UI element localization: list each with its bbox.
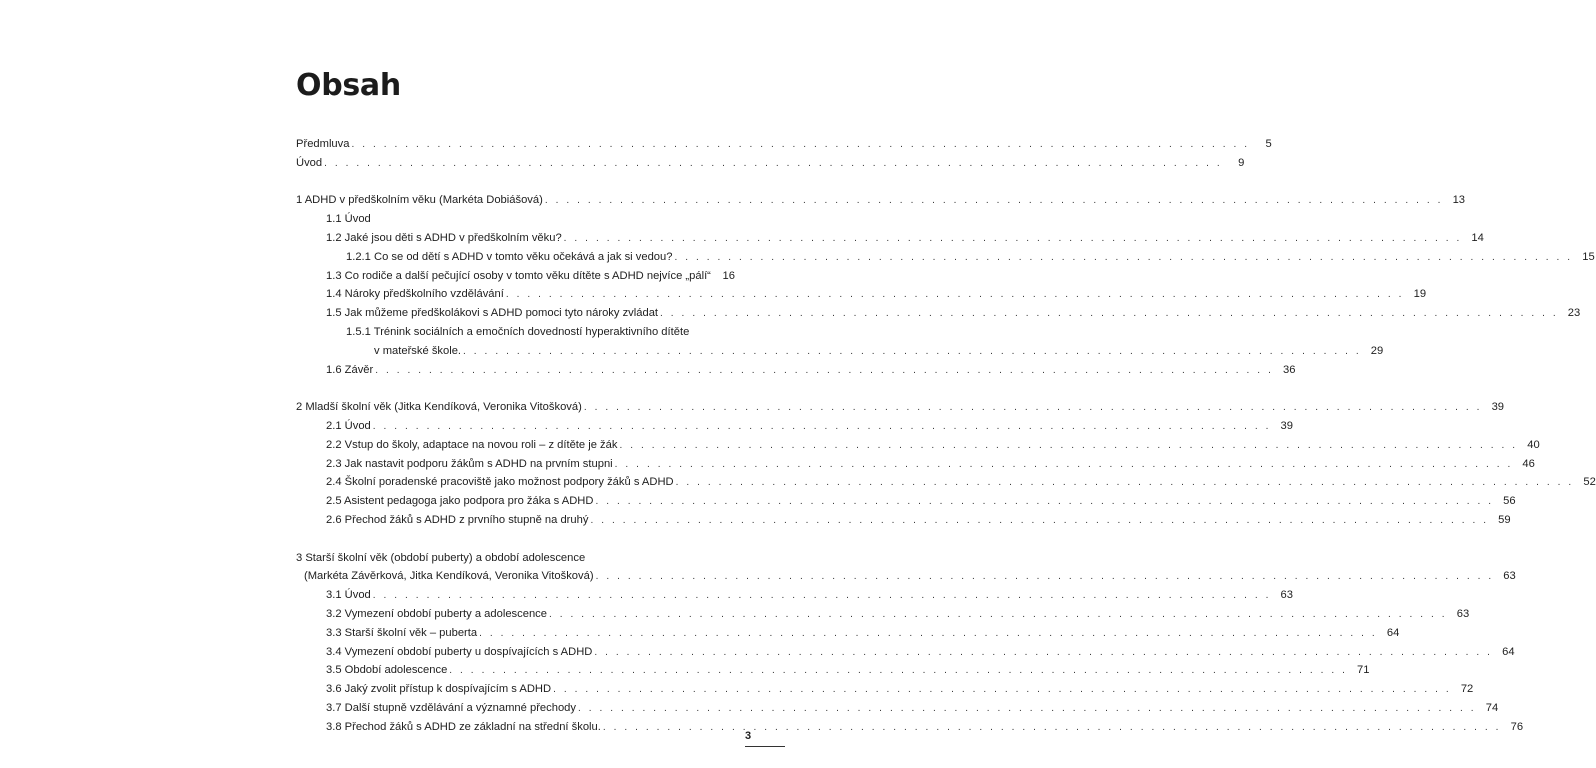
toc-entry-title: 3.8 Přechod žáků s ADHD ze základní na střední školu.	[326, 718, 603, 737]
toc-entry	[296, 718, 1524, 737]
toc-entry	[296, 436, 1540, 455]
toc-entry-page: 63	[1503, 570, 1516, 583]
toc-entry	[296, 135, 1272, 154]
toc-entry-title: 2.4 Školní poradenské pracoviště jako možnost podpory žáků s ADHD	[326, 473, 676, 492]
toc-entry	[296, 511, 1511, 530]
toc-leader-dots: . . . . . . . . . . . . . . . . . . . . . . . . . . . . . . . . . . . . . . . . . . . . . . . . . . . . . . . . . . . . . . . . . . . . . . . . . . . . . . . . . . . .	[602, 721, 1502, 733]
toc-entry-title: 3 Starší školní věk (období puberty) a období adolescence	[296, 549, 587, 568]
toc-entry-title: 1.1 Úvod	[326, 210, 373, 229]
toc-entry-page: 63	[1280, 589, 1293, 602]
toc-leader-dots: . . . . . . . . . . . . . . . . . . . . . . . . . . . . . . . . . . . . . . . . . . . . . . . . . . . . . . . . . . . . . . . . . . . . . . . . . . . . . . . . . . . .	[595, 571, 1494, 583]
toc-entry-page: 15	[1582, 250, 1595, 263]
toc-leader-dots: . . . . . . . . . . . . . . . . . . . . . . . . . . . . . . . . . . . . . . . . . . . . . . . . . . . . . . . . . . . . . . . . . . . . . . . . . . . . . . . . . . . .	[449, 665, 1348, 677]
toc-entry	[296, 643, 1515, 662]
toc-leader-dots: . . . . . . . . . . . . . . . . . . . . . . . . . . . . . . . . . . . . . . . . . . . . . . . . . . . . . . . . . . . . . . . . . . . . . . . . . . . . . . . . . . . .	[675, 477, 1574, 489]
toc-entry	[296, 342, 1384, 361]
toc-leader-dots: . . . . . . . . . . . . . . . . . . . . . . . . . . . . . . . . . . . . . . . . . . . . . . . . . . . . . . . . . . . . . . . . . . . . . . . . . . . . . . . . . . . .	[544, 195, 1444, 207]
toc-entry	[296, 549, 714, 568]
toc-entry-page: 19	[1413, 288, 1427, 301]
toc-entry-page: 14	[1471, 231, 1484, 244]
toc-entry	[296, 229, 1484, 248]
toc-entry	[296, 267, 735, 286]
toc-entry	[296, 455, 1535, 474]
toc-entry-page: 71	[1357, 664, 1370, 677]
toc-entry-title: 2.3 Jak nastavit podporu žákům s ADHD na prvním stupni	[326, 455, 615, 474]
toc-leader-dots: . . . . . . . . . . . . . . . . . . . . . . . . . . . . . . . . . . . . . . . . . . . . . . . . . . . . . . . . . . . . . . . . . . . . . . . . . . . . . . . . . . . .	[590, 514, 1489, 526]
toc-spacer	[296, 173, 714, 192]
toc-entry-title: 1.6 Závěr	[326, 361, 375, 380]
toc-entry	[296, 417, 1293, 436]
page-number-rule	[745, 746, 785, 747]
toc-leader-dots: . . . . . . . . . . . . . . . . . . . . . . . . . . . . . . . . . . . . . . . . . . . . . . . . . . . . . . . . . . . . . . . . . . . . . . . . . . . . . . . . . . . .	[583, 402, 1483, 414]
toc-entry	[296, 304, 1581, 323]
toc-entry-title: 1.4 Nároky předškolního vzdělávání	[326, 285, 506, 304]
toc-entry-page: 39	[1491, 401, 1505, 414]
toc-entry-page: 52	[1583, 476, 1596, 489]
toc-entry-title: 3.6 Jaký zvolit přístup k dospívajícím s ADHD	[326, 680, 553, 699]
toc-entry-title: 2.2 Vstup do školy, adaptace na novou roli – z dítěte je žák	[326, 436, 619, 455]
toc-entry	[296, 323, 714, 342]
toc-entry-title: 1.5 Jak můžeme předškolákovi s ADHD pomoci tyto nároky zvládat	[326, 304, 660, 323]
toc-entry-page: 5	[1265, 138, 1272, 150]
toc-entry-title: 3.2 Vymezení období puberty a adolescence	[326, 605, 549, 624]
toc-entry-page: 74	[1485, 701, 1499, 714]
toc-entry-title: 1.5.1 Trénink sociálních a emočních dovedností hyperaktivního dítěte	[346, 323, 691, 342]
toc-leader-dots: . . . . . . . . . . . . . . . . . . . . . . . . . . . . . . . . . . . . . . . . . . . . . . . . . . . . . . . . . . . . . . . . . . . . . . . . . . . . . . . . . . . .	[505, 289, 1405, 301]
toc-entry	[296, 699, 1499, 718]
toc-entry-title: 2.6 Přechod žáků s ADHD z prvního stupně na druhý	[326, 511, 590, 530]
toc-entry-page: 63	[1456, 607, 1470, 620]
toc-entry-page: 59	[1498, 513, 1511, 526]
toc-entry	[296, 680, 1474, 699]
toc-leader-dots: . . . . . . . . . . . . . . . . . . . . . . . . . . . . . . . . . . . . . . . . . . . . . . . . . . . . . . . . . . . . . . . . . . . . . . . . . . . . . . . . . . . .	[563, 232, 1462, 244]
toc-leader-dots: . . . . . . . . . . . . . . . . . . . . . . . . . . . . . . . . . . . . . . . . . . . . . . . . . . . . . . . . . . . . . . . . . . . . . . . . . . . . . . . . . . . .	[595, 496, 1494, 508]
toc-entry-page: 64	[1386, 626, 1400, 639]
toc-leader-dots: . . . . . . . . . . . . . . . . . . . . . . . . . . . . . . . . . . . . . . . . . . . . . . . . . . . . . . . . . . . . . . . . . . . . . . . . . . . . . . . . . . . .	[674, 251, 1573, 263]
toc-leader-dots: . . . . . . . . . . . . . . . . . . . . . . . . . . . . . . . . . . . . . . . . . . . . . . . . . . . . . . . . . . . . . . . . . . . . . . . . . . . . . . . . . . . .	[553, 684, 1452, 696]
toc-entry	[296, 191, 1466, 210]
toc-spacer	[296, 379, 714, 398]
toc-entry-page: 56	[1503, 495, 1516, 508]
toc-entry-title: v mateřské škole.	[374, 342, 463, 361]
toc-entry-title: 2 Mladší školní věk (Jitka Kendíková, Veronika Vitošková)	[296, 398, 584, 417]
toc-entry-title: 3.7 Další stupně vzdělávání a významné přechody	[326, 699, 578, 718]
toc-entry	[296, 154, 1245, 173]
toc-entry	[296, 661, 1370, 680]
toc-entry-page: 39	[1280, 419, 1293, 432]
toc-leader-dots: . . . . . . . . . . . . . . . . . . . . . . . . . . . . . . . . . . . . . . . . . . . . . . . . . . . . . . . . . . . . . . . . . . . . . . . . . . . . . . . . . . . .	[372, 590, 1271, 602]
toc-leader-dots: . . . . . . . . . . . . . . . . . . . . . . . . . . . . . . . . . . . . . . . . . . . . . . . . . . . . . . . . . . . . . . . . . . . . . . . . . . . . . . . . . . . .	[351, 139, 1250, 150]
toc-entry	[296, 586, 1293, 605]
toc-entry-page: 46	[1522, 457, 1535, 470]
toc-entry	[296, 567, 1516, 586]
toc-entry-page: 16	[722, 269, 735, 282]
toc-entry-page: 9	[1238, 156, 1245, 169]
toc-entry	[296, 361, 1296, 380]
toc-leader-dots: . . . . . . . . . . . . . . . . . . . . . . . . . . . . . . . . . . . . . . . . . . . . . . . . . . . . . . . . . . . . . . . . . . . . . . . . . . . . . . . . . . . .	[324, 157, 1223, 169]
toc-entry-page: 29	[1370, 344, 1384, 357]
toc-leader-dots: . . . . . . . . . . . . . . . . . . . . . . . . . . . . . . . . . . . . . . . . . . . . . . . . . . . . . . . . . . . . . . . . . . . . . . . . . . . . . . . . . . . .	[660, 308, 1559, 320]
toc-entry	[296, 473, 1596, 492]
toc-entry-page: 40	[1527, 438, 1540, 451]
toc-entry-page: 23	[1567, 307, 1581, 320]
toc-leader-dots: . . . . . . . . . . . . . . . . . . . . . . . . . . . . . . . . . . . . . . . . . . . . . . . . . . . . . . . . . . . . . . . . . . . . . . . . . . . . . . . . . . . .	[375, 364, 1274, 376]
toc-leader-dots: . . . . . . . . . . . . . . . . . . . . . . . . . . . . . . . . . . . . . . . . . . . . . . . . . . . . . . . . . . . . . . . . . . . . . . . . . . . . . . . . . . . .	[549, 608, 1448, 620]
toc-entry-title: 3.1 Úvod	[326, 586, 373, 605]
toc-leader-dots: . . . . . . . . . . . . . . . . . . . . . . . . . . . . . . . . . . . . . . . . . . . . . . . . . . . . . . . . . . . . . . . . . . . . . . . . . . . . . . . . . . . .	[578, 702, 1477, 714]
toc-entry-title: Úvod	[296, 154, 324, 173]
toc-entry	[296, 210, 714, 229]
toc-entry-page: 64	[1502, 645, 1515, 658]
toc-entry-title: 2.1 Úvod	[326, 417, 373, 436]
toc-entry-title: 1.2 Jaké jsou děti s ADHD v předškolním věku?	[326, 229, 564, 248]
toc-entry	[296, 605, 1470, 624]
toc-entry	[296, 248, 1595, 267]
toc-entry-page: 13	[1452, 194, 1466, 207]
toc-entry-title: (Markéta Závěrková, Jitka Kendíková, Veronika Vitošková)	[304, 567, 596, 586]
toc-entry-title: 3.3 Starší školní věk – puberta	[326, 624, 479, 643]
toc-entry-title: 2.5 Asistent pedagoga jako podpora pro žáka s ADHD	[326, 492, 595, 511]
toc-entry-page: 76	[1510, 720, 1524, 733]
toc-entry	[296, 624, 1400, 643]
toc-entry-title: 1.3 Co rodiče a další pečující osoby v tomto věku dítěte s ADHD nejvíce „pálí“	[326, 267, 713, 286]
page-title: Obsah	[296, 68, 401, 103]
page-number: 3	[745, 730, 752, 742]
toc-entry	[296, 285, 1427, 304]
toc-entry-page: 36	[1283, 363, 1296, 376]
toc-leader-dots: . . . . . . . . . . . . . . . . . . . . . . . . . . . . . . . . . . . . . . . . . . . . . . . . . . . . . . . . . . . . . . . . . . . . . . . . . . . . . . . . . . . .	[463, 345, 1362, 357]
toc-entry-title: 1 ADHD v předškolním věku (Markéta Dobiášová)	[296, 191, 545, 210]
toc-entry-title: 3.5 Období adolescence	[326, 661, 449, 680]
toc-entry-title: 3.4 Vymezení období puberty u dospívajících s ADHD	[326, 643, 594, 662]
toc-spacer	[296, 530, 714, 549]
toc-leader-dots: . . . . . . . . . . . . . . . . . . . . . . . . . . . . . . . . . . . . . . . . . . . . . . . . . . . . . . . . . . . . . . . . . . . . . . . . . . . . . . . . . . . .	[614, 458, 1513, 470]
toc-entry-title: Předmluva	[296, 135, 351, 154]
toc-leader-dots: . . . . . . . . . . . . . . . . . . . . . . . . . . . . . . . . . . . . . . . . . . . . . . . . . . . . . . . . . . . . . . . . . . . . . . . . . . . . . . . . . . . .	[479, 627, 1378, 639]
table-of-contents	[296, 135, 1596, 737]
toc-entry	[296, 492, 1516, 511]
toc-leader-dots: . . . . . . . . . . . . . . . . . . . . . . . . . . . . . . . . . . . . . . . . . . . . . . . . . . . . . . . . . . . . . . . . . . . . . . . . . . . . . . . . . . . .	[619, 439, 1518, 451]
toc-entry	[296, 398, 1505, 417]
toc-entry-title: 1.2.1 Co se od dětí s ADHD v tomto věku očekává a jak si vedou?	[346, 248, 674, 267]
toc-entry-page: 72	[1460, 683, 1474, 696]
toc-leader-dots: . . . . . . . . . . . . . . . . . . . . . . . . . . . . . . . . . . . . . . . . . . . . . . . . . . . . . . . . . . . . . . . . . . . . . . . . . . . . . . . . . . . .	[372, 420, 1271, 432]
toc-leader-dots: . . . . . . . . . . . . . . . . . . . . . . . . . . . . . . . . . . . . . . . . . . . . . . . . . . . . . . . . . . . . . . . . . . . . . . . . . . . . . . . . . . . .	[594, 646, 1493, 658]
